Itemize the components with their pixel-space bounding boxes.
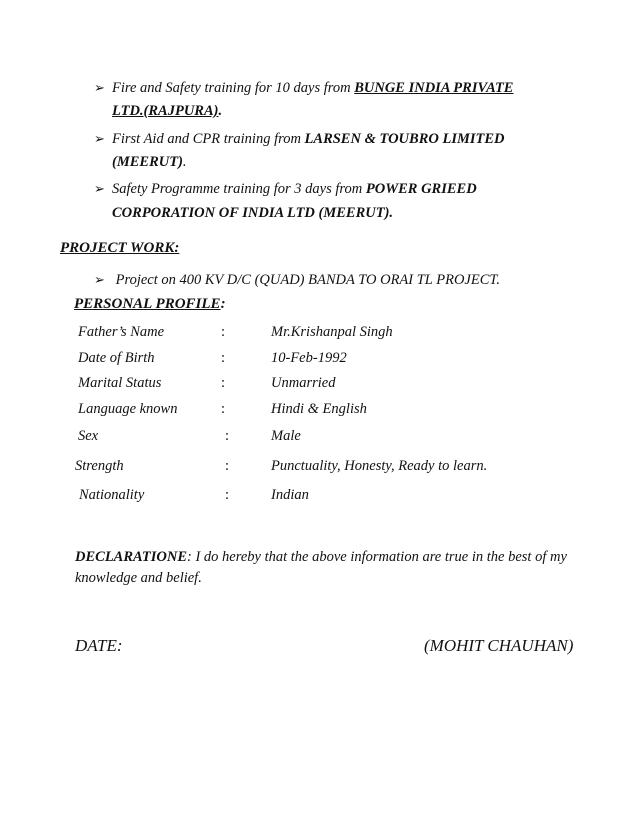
profile-colon: : [221, 401, 226, 417]
profile-colon: : [225, 487, 230, 503]
profile-colon: : [225, 428, 230, 444]
personal-profile-heading [74, 296, 226, 313]
training-text: Safety Programme training for 3 days from [112, 181, 366, 197]
profile-value: Unmarried [271, 375, 336, 391]
training-suffix: . [218, 103, 223, 119]
training-org-cont: LTD.(RAJPURA) [112, 103, 219, 119]
project-item [94, 270, 500, 290]
profile-label: Date of Birth [78, 350, 155, 366]
arrow-bullet-icon: ➢ [94, 181, 105, 196]
profile-label: Sex [78, 428, 99, 444]
profile-colon: : [221, 350, 226, 366]
declaration-text: : I do hereby that the above information are true in the best of my knowledge and belief. [75, 549, 567, 586]
declaration [75, 547, 575, 589]
profile-label: Strength [75, 458, 124, 474]
training-text: Fire and Safety training for 10 days from [112, 80, 355, 96]
training-item-2 [94, 129, 505, 149]
training-item-3-cont [112, 205, 393, 222]
profile-label: Marital Status [78, 375, 162, 391]
profile-colon: : [221, 375, 226, 391]
project-text: Project on 400 KV D/C (QUAD) BANDA TO ORAI TL PROJECT. [115, 272, 501, 288]
training-item-1 [94, 78, 513, 98]
profile-value: Mr.Krishanpal Singh [271, 324, 393, 340]
arrow-bullet-icon: ➢ [94, 131, 105, 146]
training-org: BUNGE INDIA PRIVATE [354, 80, 514, 96]
training-org-cont: CORPORATION OF INDIA LTD (MEERUT). [112, 205, 394, 221]
personal-profile-title: PERSONAL PROFILE [74, 296, 221, 312]
training-org-cont: (MEERUT) [112, 154, 183, 170]
profile-value: Punctuality, Honesty, Ready to learn. [271, 458, 488, 474]
profile-label: Language known [78, 401, 178, 417]
profile-label: Nationality [79, 487, 145, 503]
profile-label: Father’s Name [78, 324, 165, 340]
profile-value: 10-Feb-1992 [271, 350, 347, 366]
arrow-bullet-icon: ➢ [94, 272, 105, 287]
signature-name: (MOHIT CHAUHAN) [424, 636, 574, 655]
profile-value: Indian [271, 487, 309, 503]
training-item-2-cont [112, 154, 187, 171]
training-text: First Aid and CPR training from [112, 131, 305, 147]
arrow-bullet-icon: ➢ [94, 80, 105, 95]
declaration-label: DECLARATIONE [75, 549, 187, 565]
training-org: LARSEN & TOUBRO LIMITED [304, 131, 505, 147]
profile-value: Male [271, 428, 301, 444]
project-work-heading: PROJECT WORK: [60, 240, 180, 256]
heading-colon: : [220, 296, 226, 312]
profile-colon: : [221, 324, 226, 340]
training-item-3 [94, 179, 477, 199]
training-item-1-cont [112, 103, 222, 120]
date-label: DATE: [75, 636, 123, 655]
profile-colon: : [225, 458, 230, 474]
profile-value: Hindi & English [271, 401, 367, 417]
training-suffix: . [182, 154, 187, 170]
training-org: POWER GRIEED [365, 181, 477, 197]
